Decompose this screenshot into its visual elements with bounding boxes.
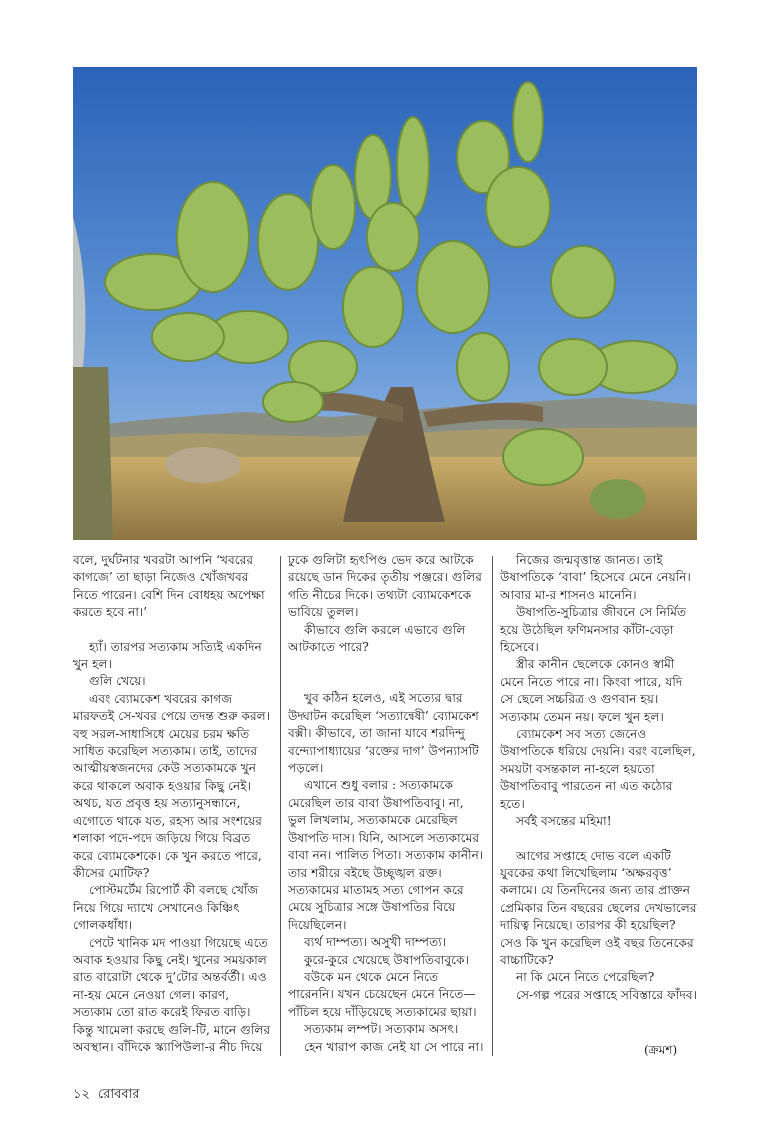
cactus-photo <box>73 67 697 540</box>
paragraph: হেন খারাপ কাজ নেই যা সে পারে না। <box>304 1039 484 1054</box>
page-number: ১২ <box>73 1087 90 1102</box>
column-divider <box>280 556 281 1056</box>
paragraph: কীভাবে গুলি করলে এভাবে গুলি আটকাতে পারে? <box>288 622 466 655</box>
paragraph: সে-গল্প পরের সপ্তাহে সবিস্তারে ফাঁদব। <box>516 987 697 1002</box>
paragraph: এবং ব্যোমকেশ খবরের কাগজ মারফতই সে-খবর পেয়ে তদন্ত শুরু করল। বহু সরল-সাধাসিধে মেয়ের চরম ক্ষতি সাধিত করেছিল সত্যকাম। তাই, তাদের আত্মীয়স্বজনদের কেউ সত্যকামকে খুন করে থাকলে অবাক হওয়ার কিছু নেই। অথচ, যত প্রবৃত্ত হয় সত্যানুসন্ধানে, এগোতে থাকে যত, রহস্য আর সংশয়ের শলাকা পদে-পদে জড়িয়ে গিয়ে বিব্রত করে ব্যোমকেশকে। কে খুন করতে পারে, কীসের মোটিফ? <box>73 691 271 880</box>
paragraph: কুরে-কুরে খেয়েছে উষাপতিবাবুকে। <box>304 952 469 967</box>
column-divider <box>492 556 493 1056</box>
article-column-3 <box>500 552 697 1004</box>
paragraph: উষাপতি-সুচিত্রার জীবনে সে নির্মিত হয়ে উঠেছিল ফণিমনসার কাঁটা-বেড়া হিসেবে। <box>500 605 687 655</box>
paragraph: বলে, দুর্ঘটনার খবরটা আপনি ‘খবরের কাগজে’ তা ছাড়া নিজেও খোঁজখবর নিতে পারেন। বেশি দিন বোধহয় অপেক্ষা করতে হবে না।’ <box>73 553 265 620</box>
paragraph: ব্যোমকেশ সব সত্য জেনেও উষাপতিকে ধরিয়ে দেয়নি। বরং বলেছিল, সময়টা বসন্তকাল না-হলে হয়তো উষাপতিবাবু পারতেন না এত কঠোর হতে। <box>500 727 696 811</box>
paragraph: পোস্টমর্টেম রিপোর্ট কী বলছে খোঁজ নিয়ে গিয়ে দ্যাখে সেখানেও কিঞ্চিৎ গোলকধাঁধা। <box>73 883 259 933</box>
paragraph: বউকে মন থেকে মেনে নিতে পারেননি। যখন চেয়েছেন মেনে নিতে—পাঁচিল হয়ে দাঁড়িয়েছে সত্যকামের ছায়া। <box>288 969 477 1019</box>
paragraph: স্ত্রীর কানীন ছেলেকে কোনও স্বামী মেনে নিতে পারে না। কিংবা পারে, যদি সে ছেলে সচ্চরিত্র ও গুণবান হয়। সত্যকাম তেমন নয়। ফলে খুন হল। <box>500 657 683 724</box>
page-footer <box>73 1085 139 1106</box>
paragraph: হ্যাঁ। তারপর সত্যকাম সত্যিই একদিন খুন হল। <box>73 639 262 672</box>
paragraph: নিজের জন্মবৃত্তান্ত জানত। তাই উষাপতিকে ‘বাবা’ হিসেবে মেনে নেয়নি। আবার মা-র শাসনও মানেনি। <box>500 553 691 602</box>
continued-note: (ক্রমশ) <box>644 1043 678 1057</box>
paragraph: না কি মেনে নিতে পেরেছিল? <box>516 970 655 985</box>
paragraph: ব্যর্থ দাম্পত্য। অসুখী দাম্পত্য। <box>304 935 447 950</box>
paragraph: আগের সপ্তাহে দোভ বলে একটি যুবকের কথা লিখেছিলাম ‘অক্ষরবৃত্ত’ কলামে। যে তিনদিনের জন্য তার প্রাক্তন প্রেমিকার তিন বছরের ছেলের দেখভালের দায়িত্ব নিয়েছে। তারপর কী হয়েছিল? সেও কি খুন করেছিল ওই বছর তিনেকের বাচ্চাটিকে? <box>500 848 697 967</box>
magazine-name: রোববার <box>97 1087 140 1102</box>
article-column-1 <box>73 552 271 1056</box>
paragraph: ঢুকে গুলিটা হৃৎপিণ্ড ভেদ করে আটকে রয়েছে ডান দিকের তৃতীয় পঞ্জরে। গুলির গতি নীচের দিকে। তথ্যটা ব্যোমকেশকে ভাবিয়ে তুলল। <box>288 553 482 620</box>
article-column-2 <box>288 552 484 1056</box>
paragraph: সর্বই বসন্তের মহিমা! <box>516 814 612 829</box>
paragraph: সত্যকাম লম্পট। সত্যকাম অসৎ। <box>304 1022 459 1037</box>
paragraph: এখানে শুধু বলার : সত্যকামকে মেরেছিল তার বাবা উষাপতিবাবু। না, ভুল লিখলাম, সত্যকামকে মেরেছিল উষাপতি দাস। যিনি, আসলে সত্যকামের বাবা নন। পালিত পিতা। সত্যকাম কানীন। তার শরীরে বইছে উচ্ছৃঙ্খল রক্ত। সত্যকামের মাতামহ সত্য গোপন করে মেয়ে সুচিত্রার সঙ্গে উষাপতির বিয়ে দিয়েছিলেন। <box>288 778 484 932</box>
cactus-illustration <box>73 67 697 540</box>
paragraph: পেটে খানিক মদ পাওয়া গিয়েছে এতে অবাক হওয়ার কিছু নেই। খুনের সময়কাল রাত বারোটা থেকে দু’টোর অন্তর্বর্তী। এও না-হয় মেনে নেওয়া গেল। কারণ, সত্যকাম তো রাত করেই ফিরত বাড়ি। কিন্তু খামেলা করছে গুলি-টি, মানে গুলির অবস্থান। বাঁদিকে স্ক্যাপিউলা-র নীচ দিয়ে <box>73 935 271 1054</box>
paragraph: খুব কঠিন হলেও, এই সত্যের দ্বার উদ্ঘাটন করেছিল ‘সত্যান্বেষী’ ব্যোমকেশ বক্সী। কীভাবে, তা জানা যাবে শরদিন্দু বন্দ্যোপাধ্যায়ের ‘রক্তের দাগ’ উপন্যাসটি পড়লে। <box>288 691 479 776</box>
paragraph: গুলি খেয়ে। <box>89 674 146 689</box>
